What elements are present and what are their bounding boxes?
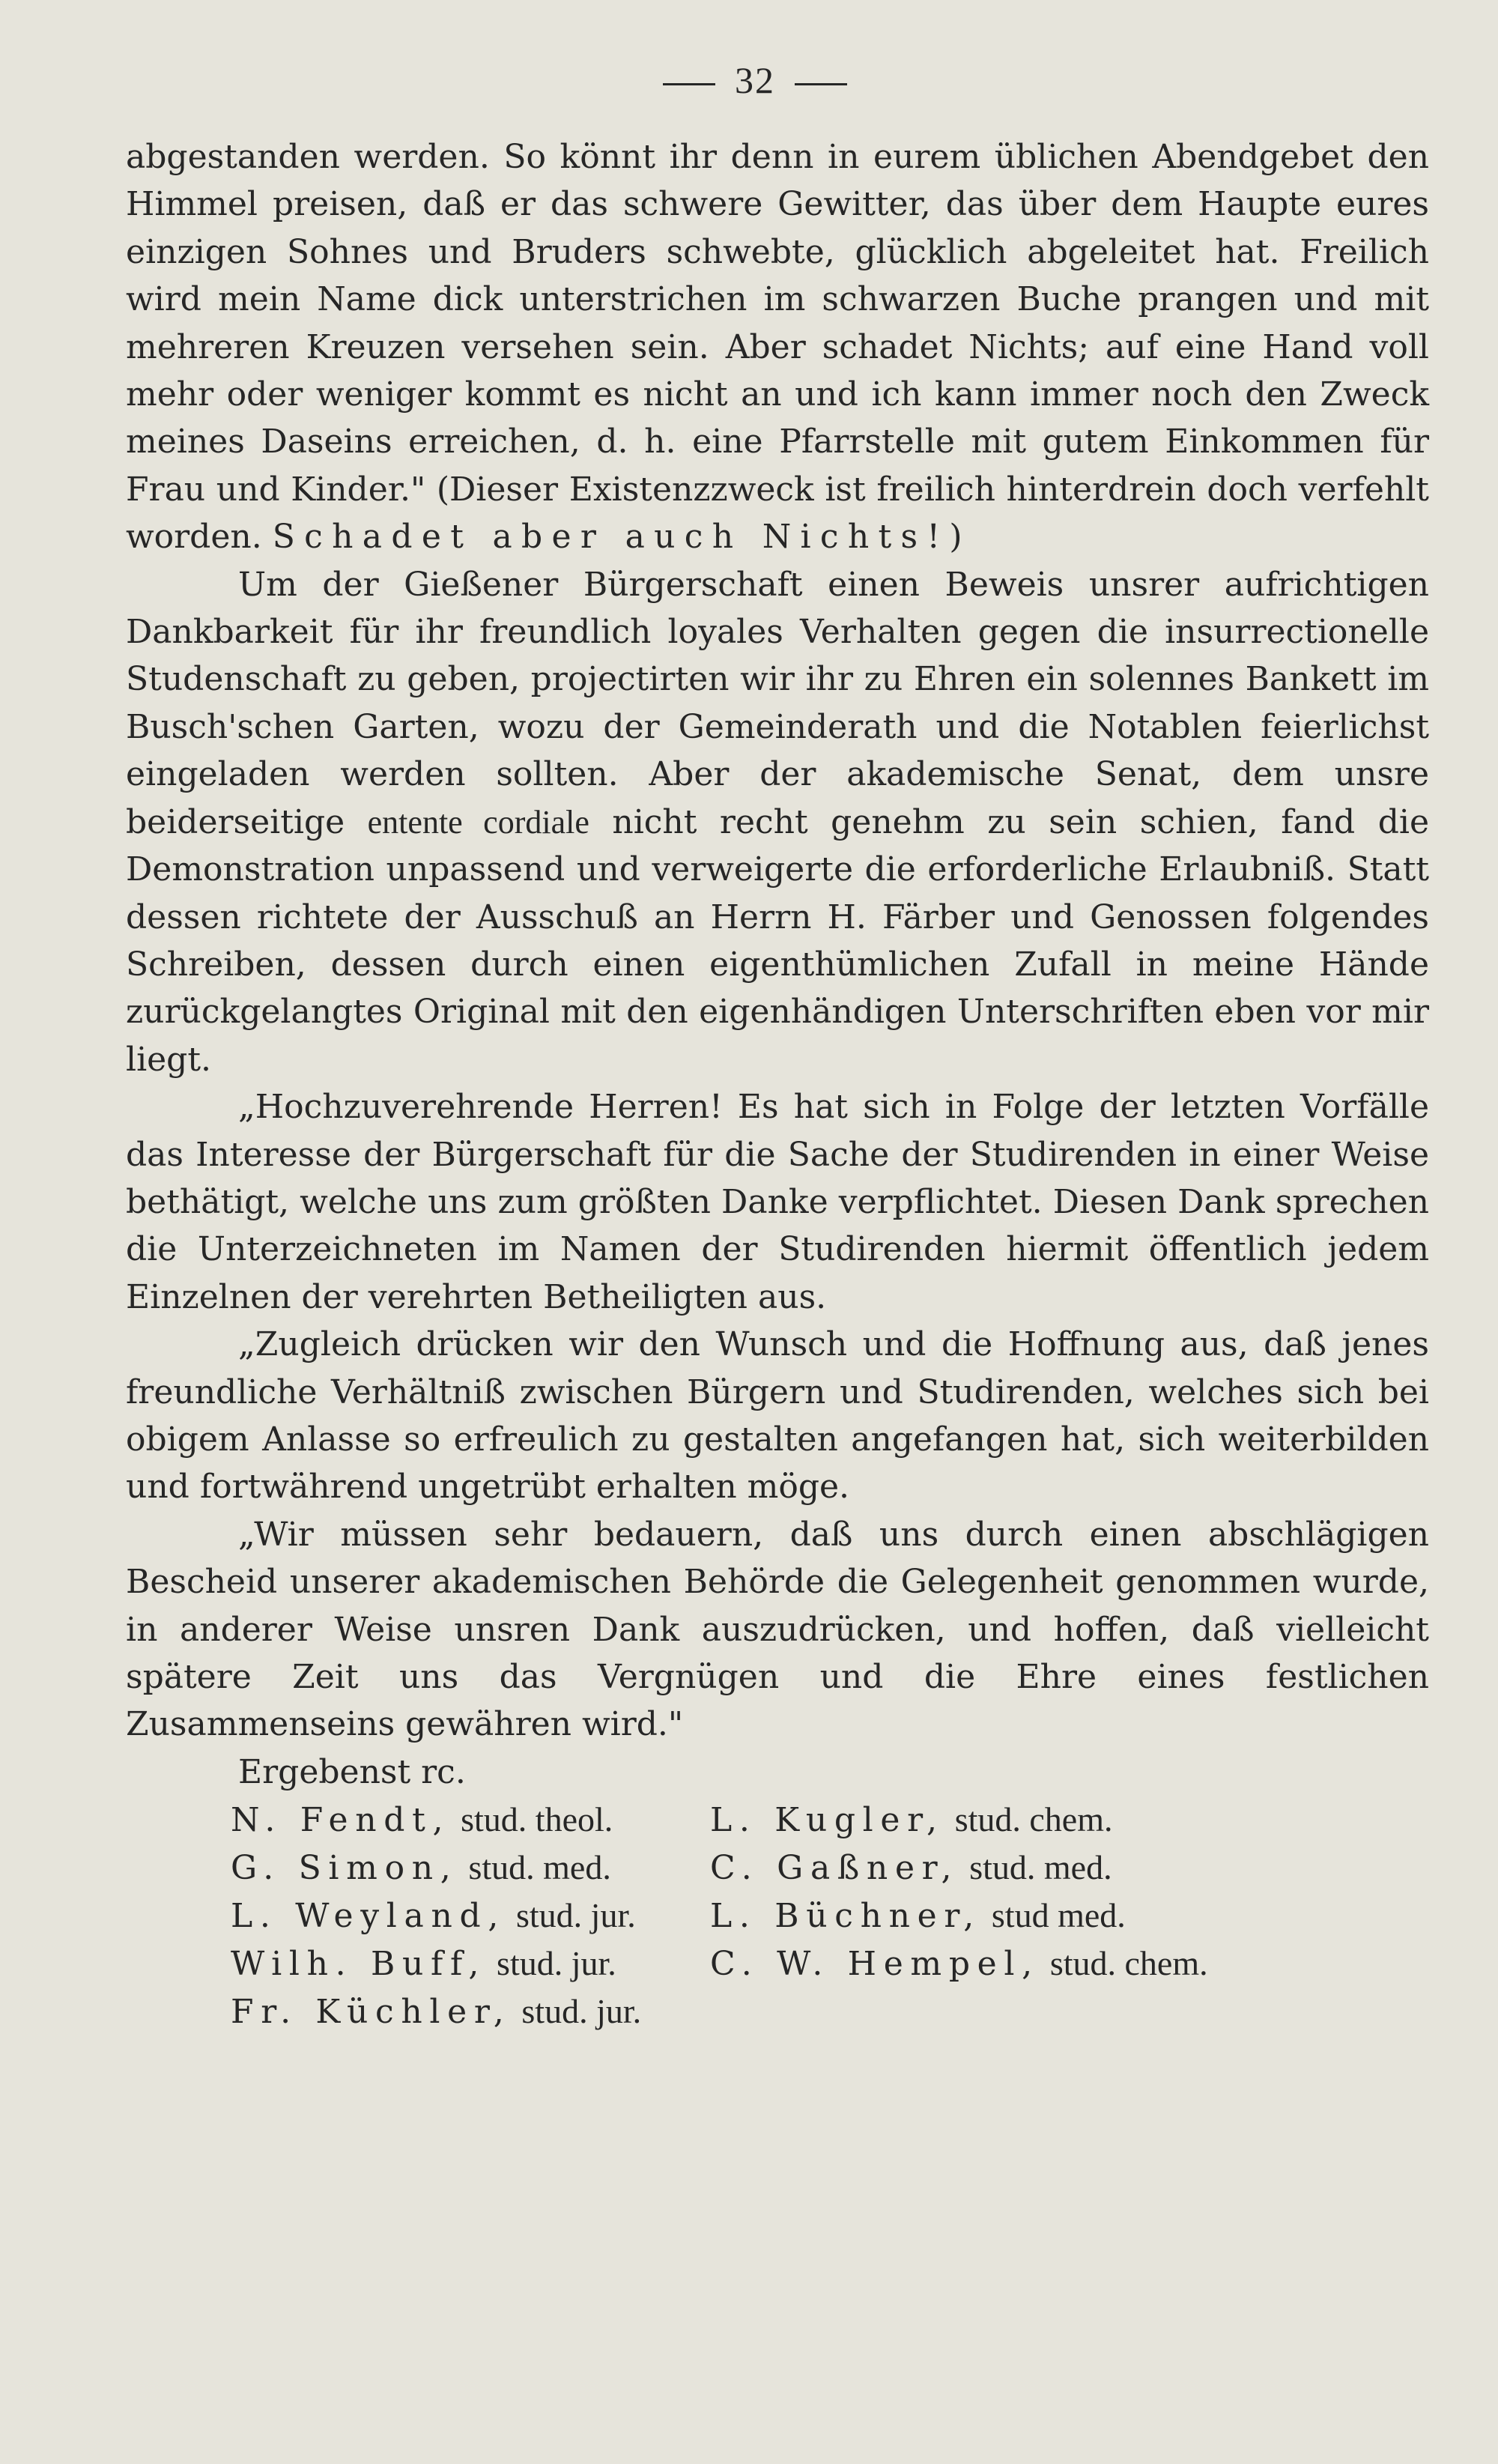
closing-line: Ergebenst rc.	[238, 1752, 466, 1791]
paragraph-1	[126, 133, 1429, 561]
paragraph-2-text: Um der Gießener Bürgerschaft einen Beweis unsrer aufrichtigen Dankbarkeit für ihr freundlich loyales Verhalten gegen die insurrectionelle Studenschaft zu geben, projectirten wir ihr zu Ehren ein solennes Bankett im Busch'schen Garten, wozu der Gemeinderath und die Notablen feierlichst eingeladen werden sollten. Aber der akademische Senat, dem unsre beiderseitige	[126, 565, 1429, 841]
paragraph-2	[126, 561, 1429, 1083]
spaced-remark: Schadet aber auch Nichts!)	[272, 518, 971, 557]
signer-study: stud. jur.	[497, 1944, 616, 1983]
signer-study: stud. med.	[468, 1848, 611, 1887]
signature-right	[710, 1892, 1309, 1940]
signer-study: stud. chem.	[954, 1800, 1113, 1839]
signer-name: Fr. Küchler,	[231, 1993, 512, 2032]
signature-left	[126, 1892, 710, 1940]
paragraph-1-text: abgestanden werden. So könnt ihr denn in eurem üblichen Abendgebet den Himmel preisen, daß er das schwere Gewitter, das über dem Haupte eures einzigen Sohnes und Bruders schwebte, glücklich abgeleitet hat. Freilich wird mein Name dick unterstrichen im schwarzen Buche prangen und mit mehreren Kreuzen versehen sein. Aber schadet Nichts; auf eine Hand voll mehr oder weniger kommt es nicht an und ich kann immer noch den Zweck meines Daseins erreichen, d. h. eine Pfarrstelle mit gutem Einkommen für Frau und Kinder." (Dieser Existenzzweck ist freilich hinterdrein doch verfehlt worden.	[126, 138, 1429, 557]
signature-left	[126, 1988, 710, 2035]
paragraph-2-continuation: nicht recht genehm zu sein schien, fand die Demonstration unpassend und verweigerte die erforderliche Erlaubniß. Statt dessen richtete der Ausschuß an Herrn H. Färber und Genossen folgendes Schreiben, dessen durch einen eigenthümlichen Zufall in meine Hände zurückgelangtes Original mit den eigenhändigen Unterschriften eben vor mir liegt.	[126, 802, 1429, 1079]
signer-name: L. Weyland,	[231, 1897, 506, 1936]
signature-row	[126, 1988, 1429, 2035]
signer-name: C. Gaßner,	[710, 1849, 959, 1888]
french-phrase: entente cordiale	[367, 803, 589, 841]
signer-name: C. W. Hempel,	[710, 1945, 1040, 1984]
signer-study: stud. chem.	[1049, 1944, 1208, 1983]
signature-block	[126, 1796, 1429, 2035]
letter-paragraph-2: „Zugleich drücken wir den Wunsch und die Hoffnung aus, daß jenes freundliche Verhältniß zwischen Bürgern und Studirenden, welches sich bei obigem Anlasse so erfreulich zu gestalten angefangen hat, sich weiterbilden und fortwährend ungetrübt erhalten möge.	[126, 1325, 1429, 1507]
signature-row	[126, 1796, 1429, 1844]
signature-row	[126, 1844, 1429, 1892]
signature-left	[126, 1940, 710, 1988]
signer-name: G. Simon,	[231, 1849, 458, 1888]
header-dash-left	[663, 83, 715, 85]
signer-name: L. Kugler,	[710, 1801, 944, 1840]
letter-paragraph-3: „Wir müssen sehr bedauern, daß uns durch einen abschlägigen Bescheid unserer akademischen Behörde die Gelegenheit genommen wurde, in anderer Weise unsren Dank auszudrücken, und hoffen, daß vielleicht spätere Zeit uns das Vergnügen und die Ehre eines festlichen Zusammenseins gewähren wird."	[126, 1515, 1429, 1744]
signer-study: stud. jur.	[516, 1896, 636, 1935]
signature-right	[710, 1844, 1309, 1892]
signature-left	[126, 1844, 710, 1892]
signer-study: stud. jur.	[521, 1992, 642, 2031]
signer-study: stud. theol.	[461, 1800, 613, 1839]
signature-row	[126, 1892, 1429, 1940]
signer-name: Wilh. Buff,	[231, 1945, 487, 1984]
header-dash-right	[795, 83, 847, 85]
page-number	[126, 58, 1429, 102]
signer-name: N. Fendt,	[231, 1801, 451, 1840]
signer-study: stud. med.	[969, 1848, 1112, 1887]
signature-right	[710, 1796, 1309, 1844]
page-number-text: 32	[735, 59, 775, 101]
signer-study: stud med.	[991, 1896, 1126, 1935]
signer-name: L. Büchner,	[710, 1897, 981, 1936]
signature-right	[710, 1940, 1309, 1988]
signature-row	[126, 1940, 1429, 1988]
signature-left	[126, 1796, 710, 1844]
letter-paragraph-1: „Hochzuverehrende Herren! Es hat sich in Folge der letzten Vorfälle das Interesse der Bürgerschaft für die Sache der Studirenden in einer Weise bethätigt, welche uns zum größten Danke verpflichtet. Diesen Dank sprechen die Unterzeichneten im Namen der Studirenden hiermit öffentlich jedem Einzelnen der verehrten Betheiligten aus.	[126, 1088, 1429, 1316]
